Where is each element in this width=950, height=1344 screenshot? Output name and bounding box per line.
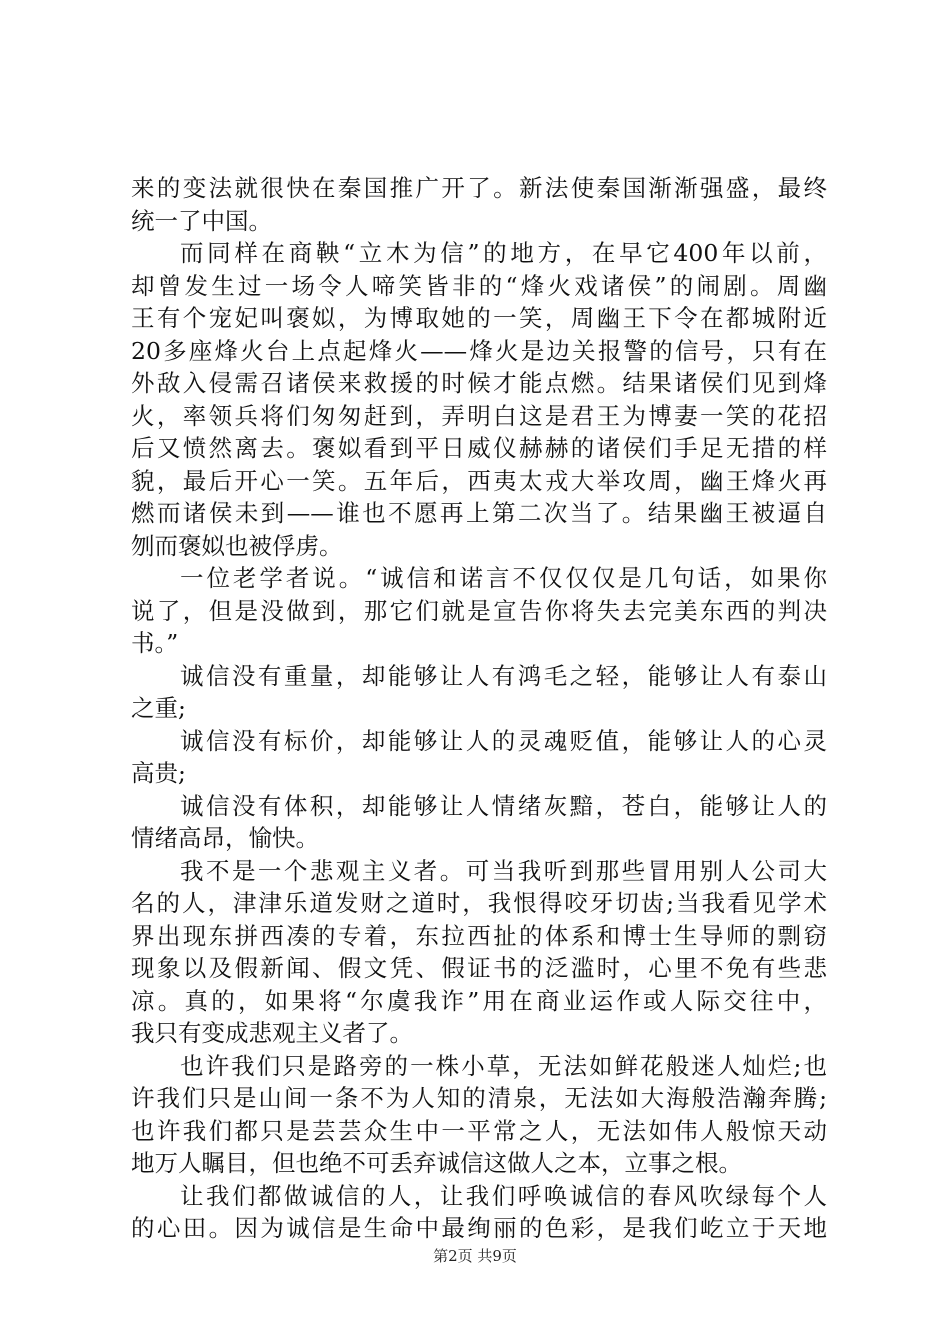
- text-line: 我只有变成悲观主义者了。: [131, 1019, 413, 1047]
- text-line: 说了，但是没做到，那它们就是宣告你将失去完美东西的判决: [131, 596, 827, 625]
- text-line: 外敌入侵需召诸侯来救援的时候才能点燃。结果诸侯们见到烽: [131, 369, 827, 397]
- text-line: 书。”: [131, 629, 179, 657]
- page-number-footer: 第2页 共9页: [433, 1247, 517, 1265]
- text-line: 来的变法就很快在秦国推广开了。新法使秦国渐渐强盛，最终: [131, 174, 827, 202]
- text-line: 而同样在商鞅“立木为信”的地方，在早它400年以前，: [180, 239, 827, 267]
- text-line: 诚信没有重量，却能够让人有鸿毛之轻，能够让人有泰山: [180, 661, 827, 690]
- text-line: 也许我们都只是芸芸众生中一平常之人，无法如伟人般惊天动: [131, 1116, 827, 1145]
- document-body: [131, 172, 827, 1245]
- text-line: 地万人瞩目，但也绝不可丢弃诚信这做人之本，立事之根。: [131, 1149, 742, 1177]
- text-line: 统一了中国。: [131, 206, 272, 235]
- text-line: 却曾发生过一场令人啼笑皆非的“烽火戏诸侯”的闹剧。周幽: [131, 271, 827, 300]
- text-line: 凉。真的，如果将“尔虞我诈”用在商业运作或人际交往中，: [131, 986, 827, 1015]
- text-line: 名的人，津津乐道发财之道时，我恨得咬牙切齿;当我看见学术: [131, 889, 827, 917]
- text-line: 让我们都做诚信的人，让我们呼唤诚信的春风吹绿每个人: [180, 1181, 827, 1210]
- text-line: 诚信没有体积，却能够让人情绪灰黯，苍白，能够让人的: [180, 791, 827, 820]
- text-line: 燃而诸侯未到——谁也不愿再上第二次当了。结果幽王被逼自: [131, 499, 827, 527]
- text-line: 界出现东拼西凑的专着，东拉西扯的体系和博士生导师的剽窃: [131, 921, 827, 950]
- text-line: 我不是一个悲观主义者。可当我听到那些冒用别人公司大: [180, 856, 827, 885]
- text-line: 也许我们只是路旁的一株小草，无法如鲜花般迷人灿烂;也: [180, 1051, 827, 1080]
- text-line: 王有个宠妃叫褒姒，为博取她的一笑，周幽王下令在都城附近: [131, 304, 827, 332]
- text-line: 后又愤然离去。褒姒看到平日威仪赫赫的诸侯们手足无措的样: [131, 434, 827, 462]
- text-line: 许我们只是山间一条不为人知的清泉，无法如大海般浩瀚奔腾;: [131, 1084, 827, 1112]
- text-line: 之重;: [131, 694, 186, 722]
- text-line: 诚信没有标价，却能够让人的灵魂贬值，能够让人的心灵: [180, 726, 827, 755]
- text-line: 刎而褒姒也被俘虏。: [131, 531, 343, 560]
- text-line: 高贵;: [131, 759, 186, 787]
- text-line: 的心田。因为诚信是生命中最绚丽的色彩，是我们屹立于天地: [131, 1214, 827, 1242]
- text-line: 现象以及假新闻、假文凭、假证书的泛滥时，心里不免有些悲: [131, 954, 827, 982]
- text-line: 一位老学者说。“诚信和诺言不仅仅仅是几句话，如果你: [180, 564, 827, 592]
- text-line: 情绪高昂，愉快。: [131, 824, 319, 852]
- text-line: 20多座烽火台上点起烽火——烽火是边关报警的信号，只有在: [131, 336, 827, 365]
- text-line: 貌，最后开心一笑。五年后，西夷太戎大举攻周，幽王烽火再: [131, 466, 827, 495]
- text-line: 火，率领兵将们匆匆赶到，弄明白这是君王为博妻一笑的花招: [131, 401, 827, 430]
